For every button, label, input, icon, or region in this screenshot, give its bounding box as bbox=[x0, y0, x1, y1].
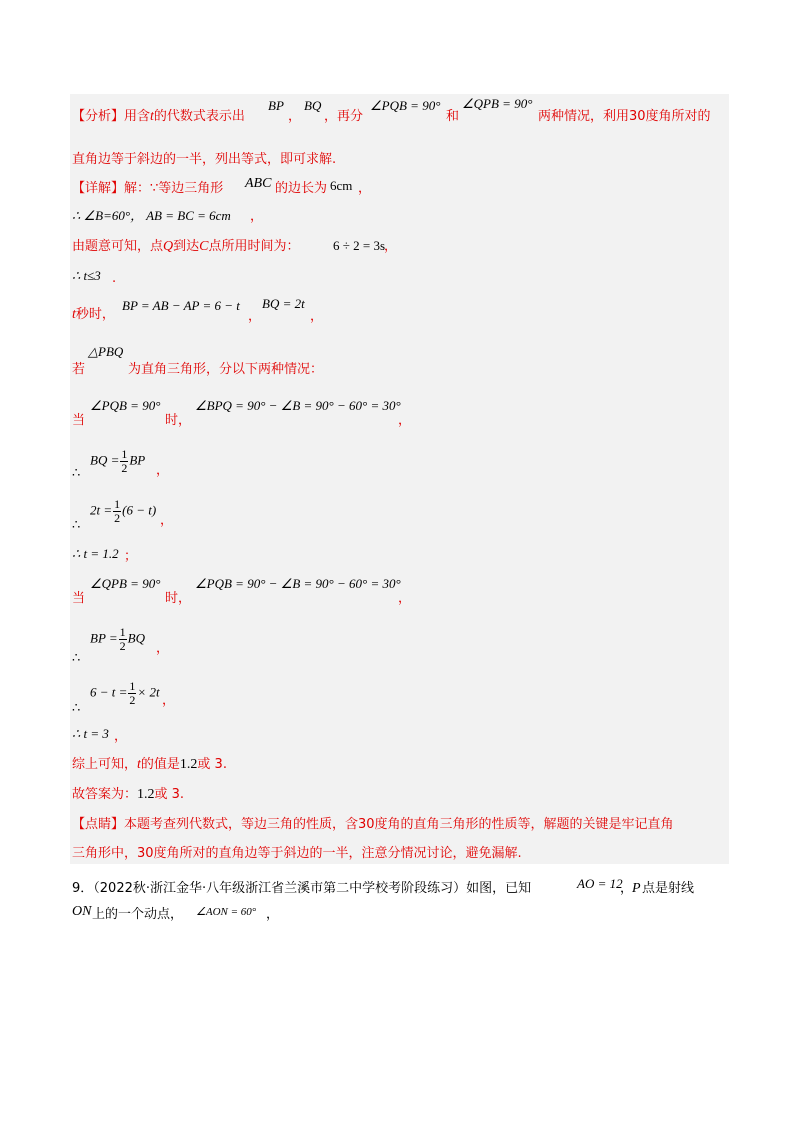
math-abc: ABC bbox=[245, 176, 272, 191]
frac-num: 1 bbox=[119, 625, 126, 639]
text-answer bbox=[72, 786, 184, 804]
eq-lhs: 6 − t = bbox=[90, 684, 128, 700]
text-span: 或 3. bbox=[197, 757, 227, 772]
comma: ， bbox=[114, 729, 128, 744]
text-span: 由题意可知，点 bbox=[72, 239, 164, 254]
q9-text-moving-point: 上的一个动点， bbox=[92, 907, 184, 922]
text-shi: 时， bbox=[165, 413, 192, 428]
period: . bbox=[112, 271, 117, 286]
detail-prefix: 【详解】解：∵等边三角形 bbox=[72, 181, 224, 196]
math-angle-pqb: ∠PQB = 90° bbox=[370, 98, 441, 113]
math-bq: BQ bbox=[304, 98, 322, 113]
comma: ， bbox=[156, 641, 170, 656]
math-6cm: 6cm bbox=[330, 178, 353, 193]
math-bp-expr: BP = AB − AP = 6 − t bbox=[122, 298, 240, 313]
therefore-symbol: ∴ bbox=[72, 650, 81, 665]
comma: ， bbox=[248, 309, 262, 324]
fraction-half bbox=[119, 626, 127, 653]
math-t-le-3: ∴ t≤3 bbox=[72, 268, 101, 283]
value-1-2: 1.2 bbox=[137, 787, 155, 802]
therefore-symbol: ∴ bbox=[72, 517, 81, 532]
text-dang: 当 bbox=[72, 591, 86, 606]
text-span: 到达 bbox=[173, 239, 200, 254]
comma: ， bbox=[358, 181, 372, 196]
text-span: 秒时， bbox=[75, 307, 115, 322]
frac-num: 1 bbox=[114, 497, 121, 511]
text-span: 的代数式表示出 bbox=[153, 109, 245, 124]
math-eq bbox=[90, 626, 145, 653]
var-t: t bbox=[72, 307, 76, 322]
math-angle-bpq: ∠BPQ = 90° − ∠B = 90° − 60° = 30° bbox=[195, 398, 401, 413]
semicolon: ； bbox=[124, 549, 138, 564]
math-eq bbox=[90, 498, 156, 525]
comma: ， bbox=[250, 209, 264, 224]
comma: ， bbox=[156, 463, 170, 478]
therefore-symbol: ∴ bbox=[72, 700, 81, 715]
math-angle-pqb: ∠PQB = 90° − ∠B = 90° − 60° = 30° bbox=[195, 576, 401, 591]
eq-lhs: BQ = bbox=[90, 452, 120, 468]
math-eq bbox=[90, 448, 145, 475]
math-time: 6 ÷ 2 = 3s bbox=[333, 238, 386, 253]
frac-num: 1 bbox=[121, 447, 128, 461]
math-angle-qpb-90: ∠QPB = 90° bbox=[90, 576, 161, 591]
text-span: 点所用时间为： bbox=[208, 239, 300, 254]
math-angle-pqb-90: ∠PQB = 90° bbox=[90, 398, 161, 413]
text-dang: 当 bbox=[72, 413, 86, 428]
text-two-cases: 为直角三角形，分以下两种情况： bbox=[128, 362, 324, 377]
var-c: C bbox=[199, 239, 209, 254]
text-tail: 两种情况，利用30度角所对的 bbox=[538, 109, 711, 124]
math-on: ON bbox=[72, 904, 92, 919]
math-bp: BP bbox=[268, 98, 284, 113]
text-conclusion bbox=[72, 756, 227, 774]
var-p: P bbox=[632, 881, 641, 896]
eq-rhs: × 2t bbox=[137, 684, 160, 700]
frac-den: 2 bbox=[114, 511, 121, 525]
comma: ， bbox=[310, 309, 324, 324]
var-q: Q bbox=[163, 239, 174, 254]
var-t: t bbox=[137, 757, 141, 772]
text-biancheng: 的边长为 bbox=[275, 181, 328, 196]
comma: ， bbox=[398, 591, 412, 606]
math-angle-qpb: ∠QPB = 90° bbox=[462, 96, 533, 111]
comma: ， bbox=[384, 239, 398, 254]
math-ao-12: AO = 12 bbox=[577, 876, 623, 891]
math-angle-aon: ∠AON = 60° bbox=[196, 906, 257, 918]
frac-den: 2 bbox=[129, 693, 136, 707]
eq-rhs: BP bbox=[129, 452, 146, 468]
text-ruo: 若 bbox=[72, 362, 86, 377]
math-triangle-pbq: △PBQ bbox=[88, 344, 124, 359]
text-span: 的值是 bbox=[140, 757, 180, 772]
q9-text-ray: 点是射线 bbox=[642, 881, 695, 896]
text-youtiyi bbox=[72, 238, 300, 256]
comma: ， bbox=[160, 513, 174, 528]
comment-line-1: 【点睛】本题考查列代数式，等边三角的性质，含30度角的直角三角形的性质等，解题的关键是牢记直角 bbox=[72, 817, 674, 832]
text-span: 综上可知， bbox=[72, 757, 138, 772]
math-eq bbox=[90, 680, 160, 707]
math-angle-b: ∴ ∠B=60°， AB = BC = 6cm bbox=[72, 208, 231, 223]
text-zaifen: ，再分 bbox=[324, 109, 364, 124]
analysis-line-2: 直角边等于斜边的一半，列出等式，即可求解. bbox=[72, 152, 337, 167]
comma: ， bbox=[620, 881, 634, 896]
therefore-symbol: ∴ bbox=[72, 465, 81, 480]
eq-lhs: 2t = bbox=[90, 502, 113, 518]
text-shi: 时， bbox=[165, 591, 192, 606]
frac-num: 1 bbox=[129, 679, 136, 693]
fraction-half bbox=[113, 498, 121, 525]
text-span: 故答案为： bbox=[72, 787, 138, 802]
eq-rhs: (6 − t) bbox=[122, 502, 157, 518]
comma: ， bbox=[266, 907, 280, 922]
text-he: 和 bbox=[446, 109, 460, 124]
comma: ， bbox=[288, 109, 302, 124]
math-t-1-2: ∴ t = 1.2 bbox=[72, 546, 119, 561]
eq-lhs: BP = bbox=[90, 630, 118, 646]
comma: ， bbox=[398, 413, 412, 428]
frac-den: 2 bbox=[121, 461, 128, 475]
math-t-3: ∴ t = 3 bbox=[72, 726, 109, 741]
q9-text: 9．（2022秋·浙江金华·八年级浙江省兰溪市第二中学校考阶段练习）如图，已知 bbox=[72, 881, 532, 896]
math-bq-expr: BQ = 2t bbox=[262, 296, 305, 311]
comment-line-2: 三角形中，30度角所对的直角边等于斜边的一半，注意分情况讨论，避免漏解. bbox=[72, 846, 522, 861]
text-span: 【分析】用含 bbox=[72, 109, 151, 124]
frac-den: 2 bbox=[119, 639, 126, 653]
fraction-half bbox=[120, 448, 128, 475]
var-t: t bbox=[150, 109, 154, 124]
text-span: 或 3. bbox=[154, 787, 185, 802]
analysis-prefix bbox=[72, 108, 245, 126]
fraction-half bbox=[128, 680, 136, 707]
text-t-seconds bbox=[72, 306, 115, 324]
comma: ， bbox=[162, 693, 176, 708]
value-1-2: 1.2 bbox=[179, 757, 198, 772]
eq-rhs: BQ bbox=[127, 630, 146, 646]
